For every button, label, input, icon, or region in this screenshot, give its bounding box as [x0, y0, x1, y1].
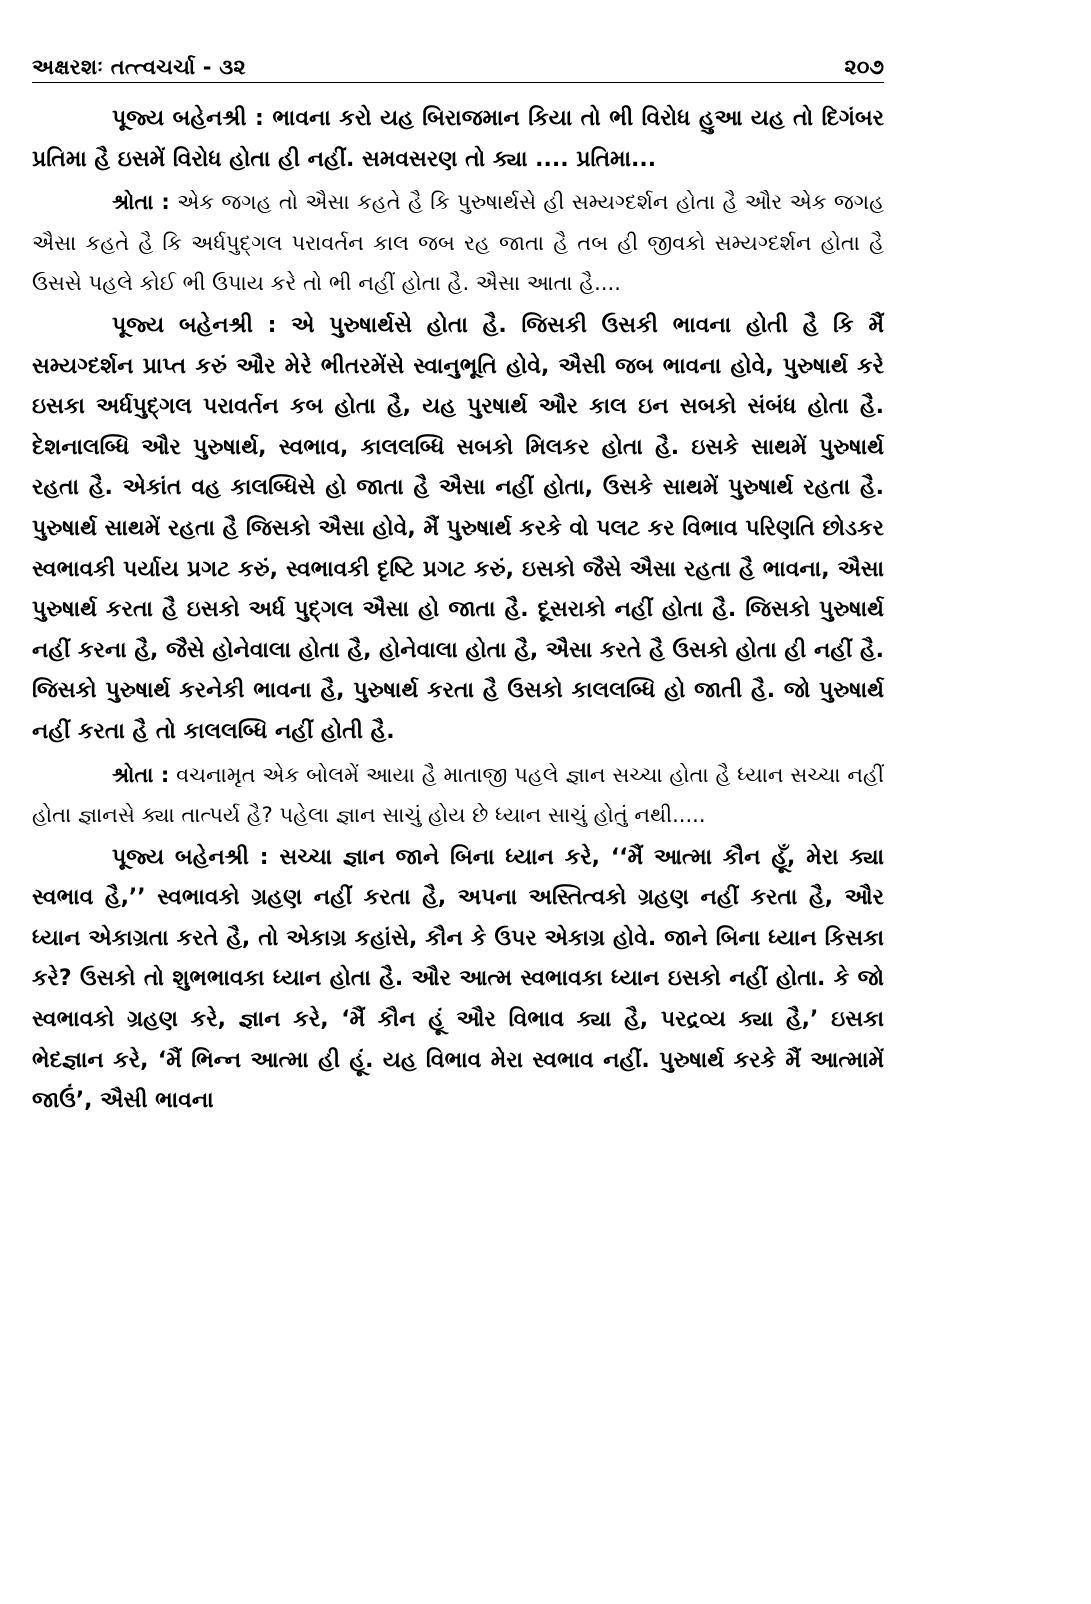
book-page	[32, 38, 884, 1124]
paragraph-text: સચ્ચા જ્ઞાન જાને બિના ધ્યાન કરે, ‘‘મૈં આત્મા કૌન હૂઁ, મેરા ક્યા સ્વભાવ હૈ,’’ સ્વભાવકો ગ્રહણ નહીં કરતા હૈ, અપના અસ્તિત્વકો ગ્રહણ નહીં કરતા હૈ, ઔર ધ્યાન એકાગ્રતા કરતે હૈ, તો એકાગ્ર કહાંસે, કૌન કે ઉપર એકાગ્ર હોવે. જાને બિના ધ્યાન કિસકા કરે? ઉસકો તો શુભભાવકા ધ્યાન હોતા હૈ. ઔર આત્મ સ્વભાવકા ધ્યાન ઇસકો નહીં હોતા. કે જો સ્વભાવકો ગ્રહણ કરે, જ્ઞાન કરે, ‘મૈં કૌન હૂં ઔર વિભાવ ક્યા હૈ, પરદ્રવ્ય ક્યા હૈ,’ ઇસકા ભેદજ્ઞાન કરે, ‘મૈં ભિન્ન આત્મા હી હૂં. યહ વિભાવ મેરા સ્વભાવ નહીં. પુરુષાર્થ કરકે મૈં આત્મામેં જાઉં’, ઐસી ભાવના	[32, 844, 884, 1114]
speaker-label: શ્રોતા :	[112, 762, 170, 787]
running-title: અક્ષરશઃ તત્ત્વચર્ચા - ૩૨	[32, 55, 246, 79]
page-number: ૨૦૭	[844, 55, 884, 79]
paragraph-bahenshri-3	[32, 838, 884, 1122]
paragraph-bahenshri-2	[32, 306, 884, 753]
paragraph-shrota-1	[32, 182, 884, 304]
paragraph-text: વચનામૃત એક બોલમેં આયા હૈ માતાજી પહલે જ્ઞાન સચ્ચા હોતા હૈ ધ્યાન સચ્ચા નહીં હોતા જ્ઞાનસે ક્યા તાત્પર્ય હૈ? પહેલા જ્ઞાન સાચું હોય છે ધ્યાન સાચું હોતું નથી.....	[32, 762, 884, 828]
paragraph-bahenshri-1	[32, 99, 884, 180]
page-body	[32, 99, 884, 1122]
speaker-label: પૂજ્ય બહેનશ્રી :	[112, 312, 277, 338]
paragraph-text: એ પુરુષાર્થસે હોતા હૈ. જિસકી ઉસકી ભાવના હોતી હૈ કિ મૈં સમ્યગ્દર્શન પ્રાપ્ત કરું ઔર મેરે ભીતરમેંસે સ્વાનુભૂતિ હોવે, ઐસી જબ ભાવના હોવે, પુરુષાર્થ કરે ઇસકા અર્ધપુદ્ગલ પરાવર્તન કબ હોતા હૈ, યહ પુરષાર્થ ઔર કાલ ઇન સબકો સંબંધ હોતા હૈ. દેશનાલબ્ધિ ઔર પુરુષાર્થ, સ્વભાવ, કાલલબ્ધિ સબકો મિલકર હોતા હૈ. ઇસકે સાથમેં પુરુષાર્થ રહતા હૈ. એકાંત વહ કાલબ્ધિસે હો જાતા હૈ ઐસા નહીં હોતા, ઉસકે સાથમેં પુરુષાર્થ રહતા હૈ. પુરુષાર્થ સાથમેં રહતા હૈ જિસકો ઐસા હોવે, મૈં પુરુષાર્થ કરકે વો પલટ કર વિભાવ પરિણતિ છોડકર સ્વભાવકી પર્યાય પ્રગટ કરું, સ્વભાવકી દૃષ્ટિ પ્રગટ કરું, ઇસકો જૈસે ઐસા રહતા હૈ ભાવના, ઐસા પુરુષાર્થ કરતા હૈ ઇસકો અર્ધ પુદ્ગલ ઐસા હો જાતા હૈ. દૂસરાકો નહીં હોતા હૈ. જિસકો પુરુષાર્થ નહીં કરના હૈ, જૈસે હોનેવાલા હોતા હૈ, હોનેવાલા હોતા હૈ, ઐસા કરતે હૈ ઉસકો હોતા હી નહીં હૈ. જિસકો પુરુષાર્થ કરનેકી ભાવના હૈ, પુરુષાર્થ કરતા હૈ ઉસકો કાલલબ્ધિ હો જાતી હૈ. જો પુરુષાર્થ નહીં કરતા હૈ તો કાલલબ્ધિ નહીં હોતી હૈ.	[32, 312, 884, 744]
speaker-label: પૂજ્ય બહેનશ્રી :	[112, 844, 269, 870]
paragraph-text: ભાવના કરો યહ બિરાજમાન કિયા તો ભી વિરોધ હુઆ યહ તો દિગંબર પ્રતિમા હૈ ઇસમેં વિરોધ હોતા હી નહીં. સમવસરણ તો ક્યા .... પ્રતિમા...	[32, 106, 884, 172]
running-header	[32, 38, 884, 83]
speaker-label: શ્રોતા :	[112, 190, 170, 215]
paragraph-text: એક જગહ તો ઐસા કહતે હૈ કિ પુરુષાર્થસે હી સમ્યગ્દર્શન હોતા હૈ ઔર એક જગહ ઐસા કહતે હૈ કિ અર્ધપુદ્ગલ પરાવર્તન કાલ જબ રહ જાતા હૈ તબ હી જીવકો સમ્યગ્દર્શન હોતા હૈ ઉસસે પહલે કોઈ ભી ઉપાય કરે તો ભી નહીં હોતા હૈ. ઐસા આતા હૈ....	[32, 190, 884, 296]
paragraph-shrota-2	[32, 755, 884, 836]
speaker-label: પૂજ્ય બહેનશ્રી :	[112, 106, 264, 131]
